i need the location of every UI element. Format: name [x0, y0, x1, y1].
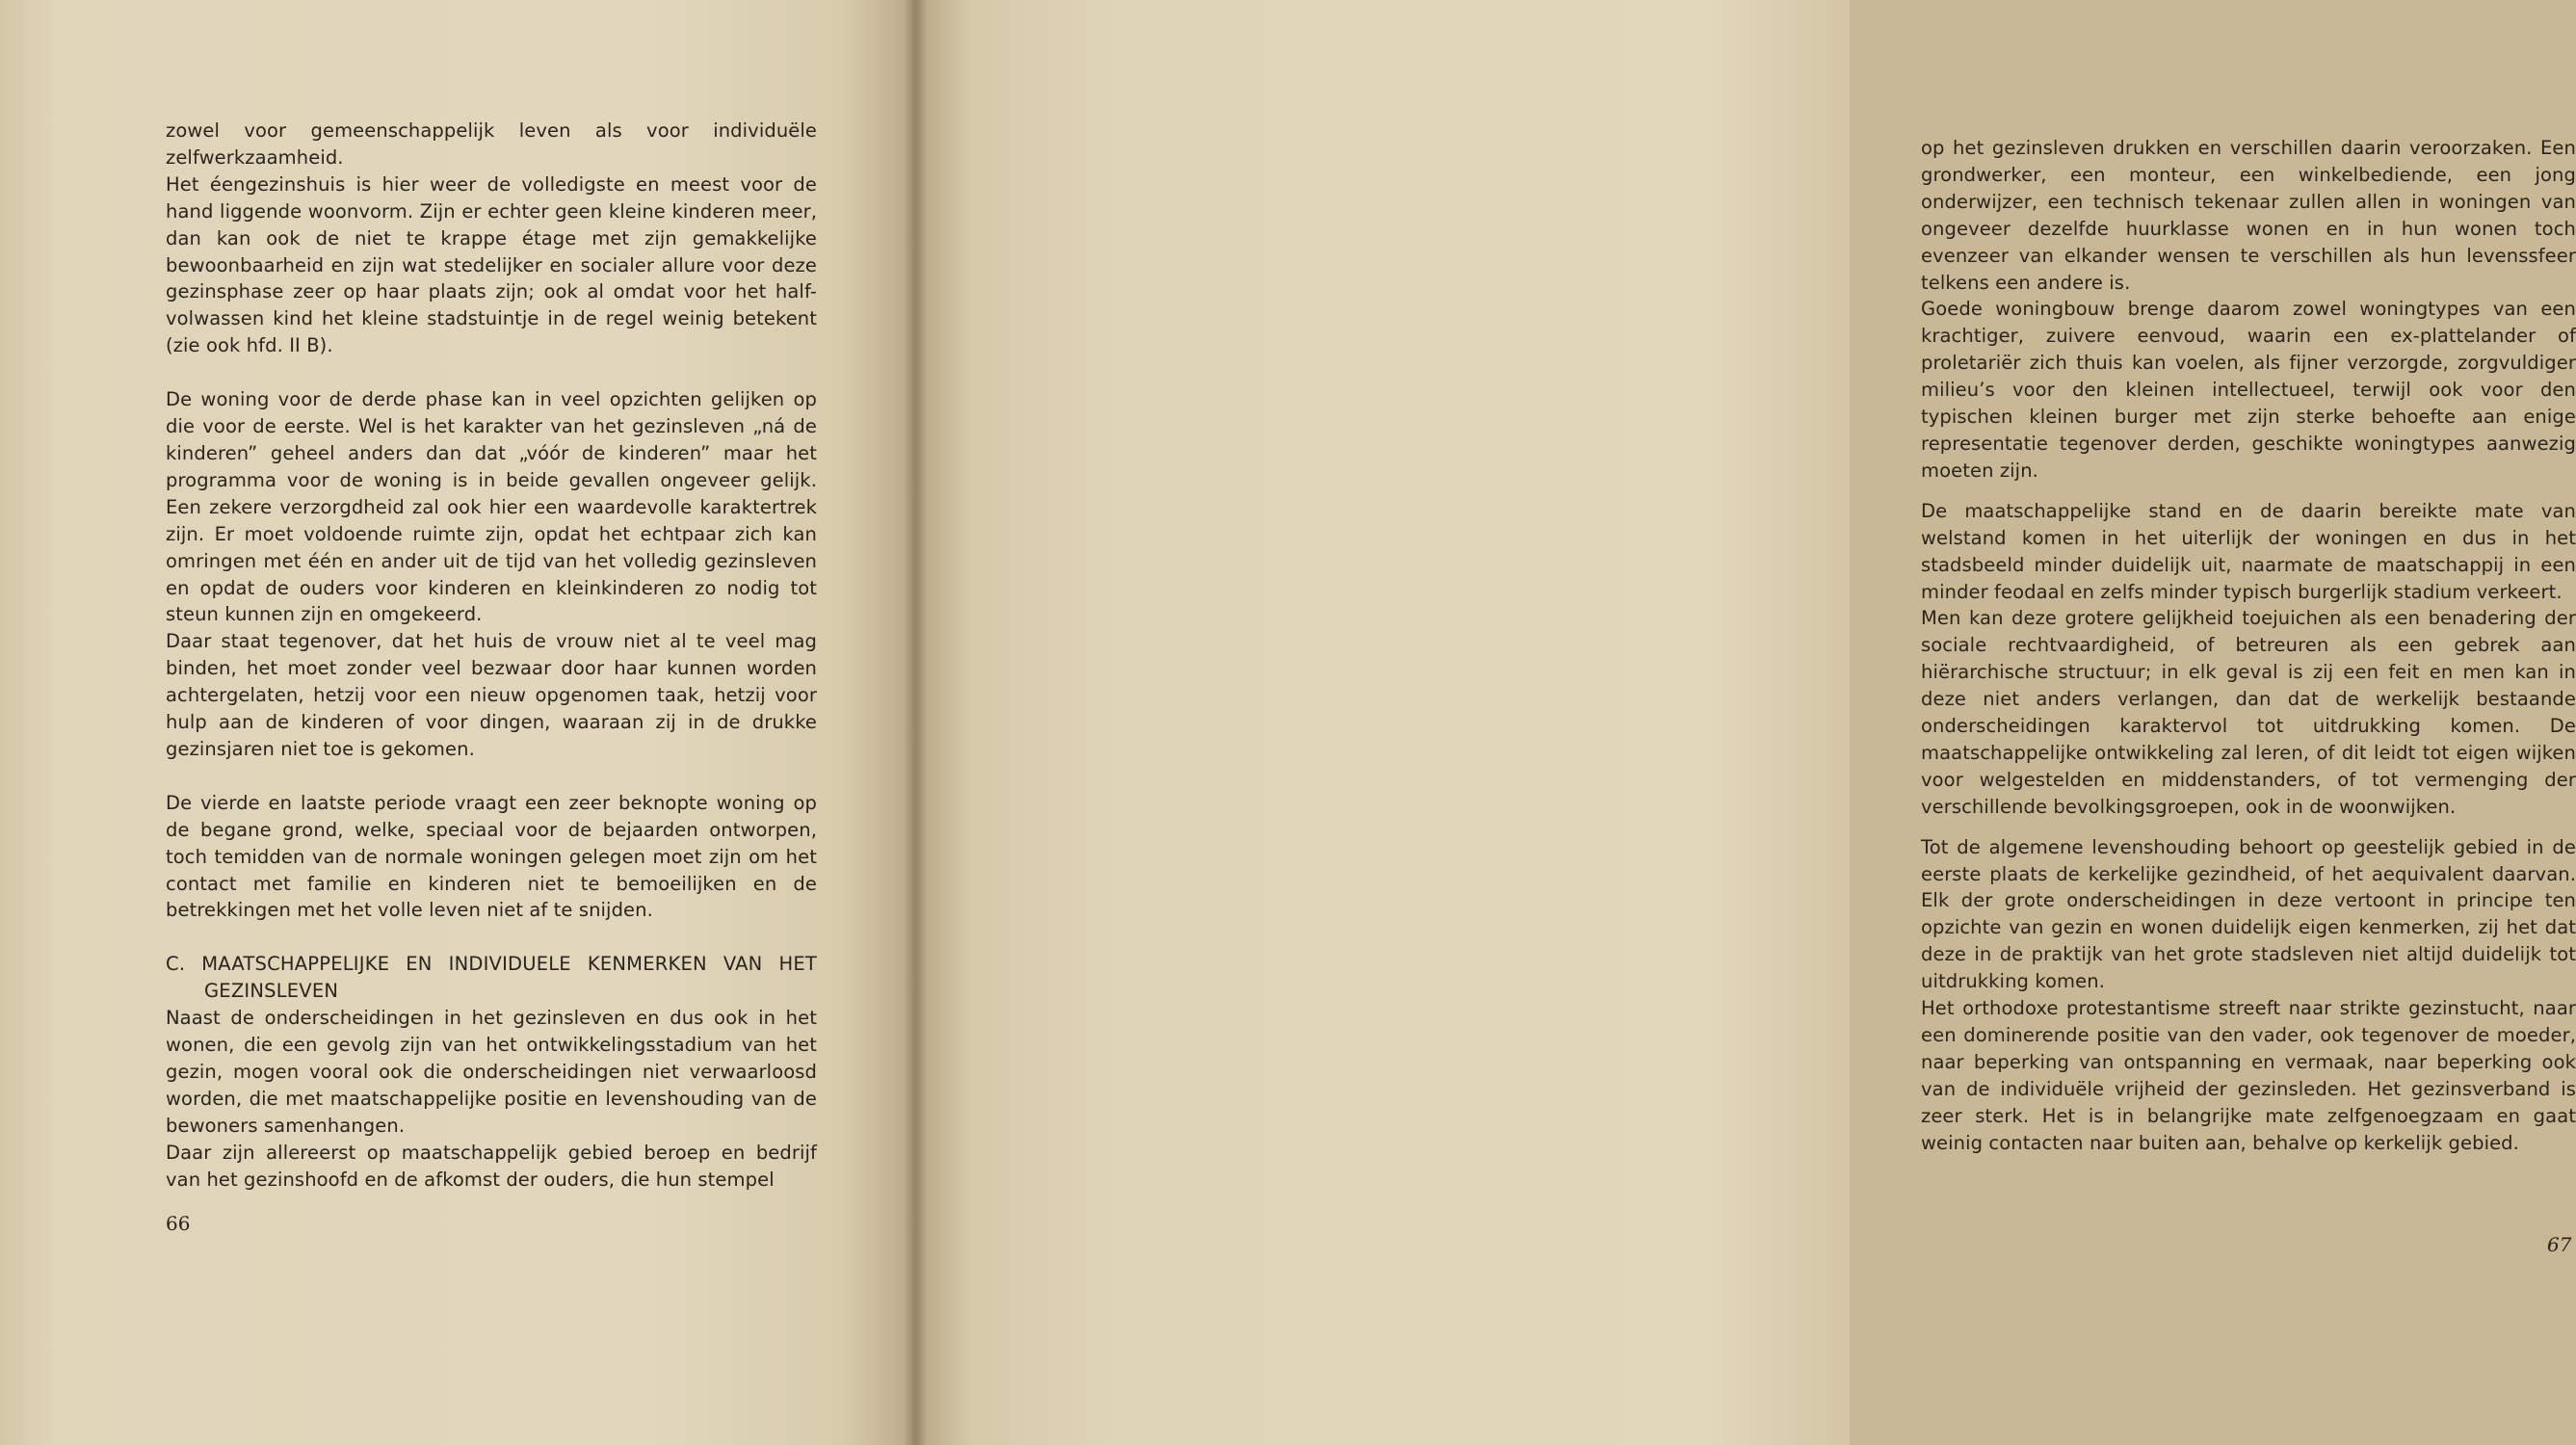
paragraph: zowel voor gemeenschappelijk leven als voor individuële zelfwerkzaamheid.: [166, 119, 817, 169]
page-number: 66: [166, 1212, 191, 1235]
left-page-text: [166, 118, 817, 1194]
paragraph: Daar staat tegenover, dat het huis de vrouw niet al te veel mag binden, het moet zonder veel bezwaar door haar kunnen worden achtergelaten, hetzij voor een nieuw opgenomen taak, hetzij voor hulp aan de kinderen of voor dingen, waaraan zij in de drukke gezinsjaren niet toe is gekomen.: [166, 630, 817, 760]
right-page: [915, 0, 2576, 1445]
right-page-text: [1921, 135, 2576, 1157]
paragraph: Daar zijn allereerst op maatschappelijk gebied beroep en bedrijf van het gezinshoofd en de afkomst der ouders, die hun stempel: [166, 1141, 817, 1191]
paragraph: Naast de onderscheidingen in het gezinsleven en dus ook in het wonen, die een gevolg zijn van het ontwikkelingsstadium van het gezin, mogen vooral ook die onderscheidingen niet verwaarloosd worden, die met maatschappelijke positie en levenshouding van de bewoners samenhangen.: [166, 1007, 817, 1137]
paragraph: Goede woningbouw brenge daarom zowel woningtypes van een krachtiger, zuivere eenvoud, waarin een ex-plattelander of proletariër zich thuis kan voelen, als fijner verzorgde, zorgvuldiger milieu’s voor den kleinen intellectueel, terwijl ook voor den typischen kleinen burger met zijn sterke behoefte aan enige representatie tegenover derden, geschikte woningtypes aanwezig moeten zijn.: [1921, 298, 2576, 482]
left-page: [0, 0, 915, 1445]
paragraph: op het gezinsleven drukken en verschillen daarin veroorzaken. Een grondwerker, een monteur, een winkelbediende, een jong onderwijzer, een technisch tekenaar zullen allen in woningen van ongeveer dezelfde huurklasse wonen en in hun wonen toch evenzeer van elkander wensen te verschillen als hun levenssfeer telkens een andere is.: [1921, 137, 2576, 294]
paragraph: De maatschappelijke stand en de daarin bereikte mate van welstand komen in het uiterlijk der woningen en dus in het stadsbeeld minder duidelijk uit, naarmate de maatschappij in een minder feodaal en zelfs minder typisch burgerlijk stadium verkeert.: [1921, 499, 2576, 603]
paragraph: De vierde en laatste periode vraagt een zeer beknopte woning op de begane grond, welke, speciaal voor de bejaarden ontworpen, toch temidden van de normale woningen gelegen moet zijn om het contact met familie en kinderen niet te bemoeilijken en de betrekkingen met het volle leven niet af te snijden.: [166, 791, 817, 922]
paragraph: Men kan deze grotere gelijkheid toejuichen als een benadering der sociale rechtvaardigheid, of betreuren als een gebrek aan hiërarchische structuur; in elk geval is zij een feit en men kan in deze niet anders verlangen, dan dat de werkelijk bestaande onderscheidingen karaktervol tot uitdrukking komen. De maatschappelijke ontwikkeling zal leren, of dit leidt tot eigen wijken voor welgestelden en middenstanders, of tot vermenging der verschillende bevolkingsgroepen, ook in de woonwijken.: [1921, 607, 2576, 818]
paragraph: Het éengezinshuis is hier weer de volledigste en meest voor de hand liggende woonvorm. Zijn er echter geen kleine kinderen meer, dan kan ook de niet te krappe étage met zijn gemakkelijke bewoonbaarheid en zijn wat stedelijker en socialer allure voor deze gezinsphase zeer op haar plaats zijn; ook al omdat voor het half-volwassen kind het kleine stadstuintje in de regel weinig betekent (zie ook hfd. II B).: [166, 172, 817, 357]
page-number: 67: [2547, 1233, 2572, 1256]
book-gutter: [904, 0, 927, 1445]
paragraph: De woning voor de derde phase kan in veel opzichten gelijken op die voor de eerste. Wel is het karakter van het gezinsleven „ná de kinderen” geheel anders dan dat „vóór de kinderen” maar het programma voor de woning is in beide gevallen ongeveer gelijk. Een zekere verzorgdheid zal ook hier een waardevolle karaktertrek zijn. Er moet voldoende ruimte zijn, opdat het echtpaar zich kan omringen met één en ander uit de tijd van het volledig gezinsleven en opdat de ouders voor kinderen en kleinkinderen zo nodig tot steun kunnen zijn en omgekeerd.: [166, 388, 817, 626]
paragraph: Het orthodoxe protestantisme streeft naar strikte gezinstucht, naar een dominerende positie van den vader, ook tegenover de moeder, naar beperking van ontspanning en vermaak, naar beperking ook van de individuële vrijheid der gezinsleden. Het gezinsverband is zeer sterk. Het is in belangrijke mate zelfgenoegzaam en gaat weinig contacten naar buiten aan, behalve op kerkelijk gebied.: [1921, 997, 2576, 1154]
section-heading: C. MAATSCHAPPELIJKE EN INDIVIDUELE KENMERKEN VAN HET GEZINSLEVEN: [166, 953, 817, 1003]
paragraph: Tot de algemene levenshouding behoort op geestelijk gebied in de eerste plaats de kerkelijke gezindheid, of het aequivalent daarvan. Elk der grote onderscheidingen in deze vertoont in principe ten opzichte van gezin en wonen duidelijk eigen kenmerken, zij het dat deze in de praktijk van het grote stadsleven niet altijd duidelijk tot uitdrukking komen.: [1921, 835, 2576, 993]
